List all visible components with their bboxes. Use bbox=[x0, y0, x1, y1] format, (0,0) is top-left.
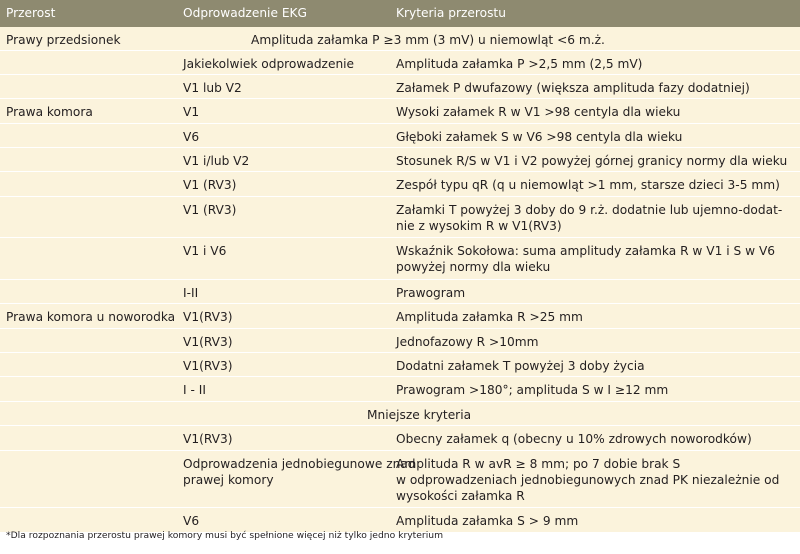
row-lead: V1 bbox=[183, 105, 200, 119]
table-row bbox=[0, 75, 800, 99]
row-lead: V1(RV3) bbox=[183, 310, 233, 324]
row-criterion: Amplituda załamka S > 9 mm bbox=[396, 514, 579, 528]
row-lead: V6 bbox=[183, 130, 200, 144]
row-criterion: Jednofazowy R >10mm bbox=[396, 335, 539, 349]
table-footnote: *Dla rozpoznania przerostu prawej komory musi być spełnione więcej niż tylko jedno kryterium bbox=[6, 530, 444, 541]
row-criterion bbox=[396, 202, 796, 234]
table-row bbox=[0, 402, 800, 426]
lead-line: prawej komory bbox=[183, 473, 274, 487]
table-row bbox=[0, 353, 800, 377]
table-row bbox=[0, 377, 800, 402]
header-col-kryteria: Kryteria przerostu bbox=[396, 6, 506, 20]
row-criterion: Zespół typu qR (q u niemowląt >1 mm, starsze dzieci 3-5 mm) bbox=[396, 178, 780, 192]
row-lead: V1(RV3) bbox=[183, 432, 233, 446]
lead-line: Odprowadzenia jednobiegunowe znad bbox=[183, 457, 416, 471]
table-row bbox=[0, 508, 800, 532]
row-group-label: Prawy przedsionek bbox=[6, 33, 121, 47]
criterion-line: Załamki T powyżej 3 doby do 9 r.ż. dodatnie lub ujemno-dodat- bbox=[396, 203, 783, 217]
table-row bbox=[0, 27, 800, 51]
row-criterion: Prawogram bbox=[396, 286, 466, 300]
row-lead: I - II bbox=[183, 383, 206, 397]
table-row bbox=[0, 426, 800, 451]
row-lead: I-II bbox=[183, 286, 199, 300]
row-criterion: Wysoki załamek R w V1 >98 centyla dla wieku bbox=[396, 105, 681, 119]
row-criterion bbox=[396, 243, 796, 275]
criterion-line: nie z wysokim R w V1(RV3) bbox=[396, 219, 562, 233]
row-lead bbox=[183, 456, 416, 488]
row-lead: V1 lub V2 bbox=[183, 81, 242, 95]
row-lead: V1(RV3) bbox=[183, 335, 233, 349]
row-criterion: Dodatni załamek T powyżej 3 doby życia bbox=[396, 359, 645, 373]
criterion-line: Amplituda R w avR ≥ 8 mm; po 7 dobie brak S bbox=[396, 457, 681, 471]
criterion-line: powyżej normy dla wieku bbox=[396, 260, 551, 274]
table-header bbox=[0, 0, 800, 27]
row-lead: V1 (RV3) bbox=[183, 178, 237, 192]
row-lead: V1 i/lub V2 bbox=[183, 154, 250, 168]
row-lead: V1 i V6 bbox=[183, 244, 227, 258]
row-lead: V1 (RV3) bbox=[183, 203, 237, 217]
subsection-heading: Mniejsze kryteria bbox=[367, 408, 472, 422]
table-row bbox=[0, 329, 800, 353]
table-row bbox=[0, 304, 800, 329]
table-row bbox=[0, 197, 800, 238]
table-row bbox=[0, 148, 800, 172]
table-row bbox=[0, 280, 800, 304]
table-row bbox=[0, 238, 800, 280]
row-criterion bbox=[396, 456, 796, 504]
row-criterion: Głęboki załamek S w V6 >98 centyla dla wieku bbox=[396, 130, 683, 144]
criterion-line: w odprowadzeniach jednobiegunowych znad PK niezależnie od bbox=[396, 473, 780, 487]
row-criterion: Amplituda załamka R >25 mm bbox=[396, 310, 583, 324]
row-lead: Jakiekolwiek odprowadzenie bbox=[183, 57, 355, 71]
criterion-line: Wskaźnik Sokołowa: suma amplitudy załamka R w V1 i S w V6 bbox=[396, 244, 776, 258]
table-row bbox=[0, 451, 800, 508]
row-criterion: Amplituda załamka P >2,5 mm (2,5 mV) bbox=[396, 57, 643, 71]
header-col-odprowadzenie: Odprowadzenie EKG bbox=[183, 6, 307, 20]
table-row bbox=[0, 124, 800, 148]
row-span-criterion: Amplituda załamka P ≥3 mm (3 mV) u niemowląt <6 m.ż. bbox=[251, 33, 605, 47]
table-row bbox=[0, 172, 800, 197]
row-criterion: Załamek P dwufazowy (większa amplituda fazy dodatniej) bbox=[396, 81, 750, 95]
criterion-line: wysokości załamka R bbox=[396, 489, 525, 503]
row-group-label: Prawa komora u noworodka bbox=[6, 310, 176, 324]
row-criterion: Obecny załamek q (obecny u 10% zdrowych noworodków) bbox=[396, 432, 752, 446]
row-lead: V1(RV3) bbox=[183, 359, 233, 373]
table-row bbox=[0, 99, 800, 124]
row-group-label: Prawa komora bbox=[6, 105, 93, 119]
row-criterion: Stosunek R/S w V1 i V2 powyżej górnej granicy normy dla wieku bbox=[396, 154, 788, 168]
table-row bbox=[0, 51, 800, 75]
header-col-przerost: Przerost bbox=[6, 6, 56, 20]
row-criterion: Prawogram >180°; amplituda S w I ≥12 mm bbox=[396, 383, 669, 397]
row-lead: V6 bbox=[183, 514, 200, 528]
